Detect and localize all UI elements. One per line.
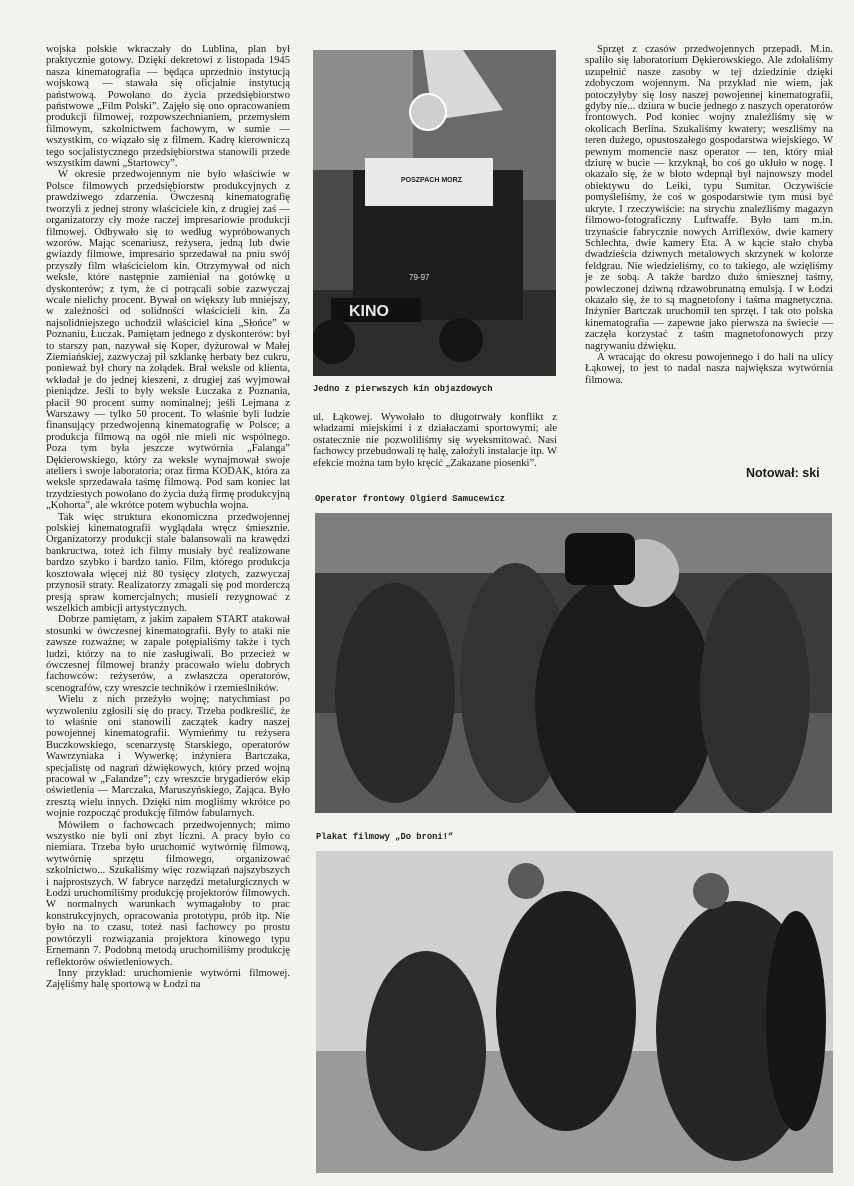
truck-plate-text: 79-97 bbox=[409, 273, 430, 282]
paragraph: wojska polskie wkraczały do Lublina, plan był praktycznie gotowy. Dzięki dekretowi z listopada 1945 nasza kinematografia — będąca uprzednio instytucją wojskową — stawała się oficjalnie instytucją państwową. Powołano do życia przedsiębiorstwo państwowe „Film Polski”. Zajęło się ono opracowaniem produkcji filmowej, rozpowszechnianiem, przemysłem filmowym, szkolnictwem fachowym, w sumie — wszystkim, co wiązało się z filmem. Kadrę kierowniczą tego socjalistycznego przedsiębiorstwa stanowili przede wszystkim dawni „Startowcy”. bbox=[46, 44, 290, 170]
left-text-column bbox=[46, 44, 290, 1164]
paragraph: Tak więc struktura ekonomiczna przedwojennej polskiej kinematografii wyglądała wręcz śmiesznie. Organizatorzy produkcji stale balansowali na krawędzi bankructwa, toteż ich filmy musiały być realizowane bardzo szybko i bardzo tanio. Film, którego produkcja kosztowała więcej niż 80 tysięcy złotych, zazwyczaj przynosił straty. Realizatorzy zmagali się pod morderczą presją spraw komercjalnych; musieli rezygnować z wszelkich ambicji artystycznych. bbox=[46, 511, 290, 614]
paragraph: Dobrze pamiętam, z jakim zapałem START atakował stosunki w ówczesnej kinematografii. Były to ataki nie zawsze rozważne; w zapale potępialiśmy także i tych ludzi, którzy na to nie zasługiwali. Bo przecież w ówczesnej filmowej branży pracowało wielu dobrych fachowców: reżyserów, a zwłaszcza operatorów, scenografów, czy wreszcie techników i rzemieślników. bbox=[46, 614, 290, 694]
photo-front-cameraman bbox=[315, 513, 832, 813]
author-signature: Notował: ski bbox=[746, 466, 820, 480]
truck-sign-text: POSZPACH MORZ bbox=[401, 177, 462, 184]
caption-truck: Jedno z pierwszych kin objazdowych bbox=[313, 384, 493, 394]
paragraph: Wielu z nich przeżyło wojnę; natychmiast po wyzwoleniu zgłosili się do pracy. Trzeba podkreślić, że to właśnie oni stanowili zaczątek kadry naszej powojennej kinematografii. Wymieńmy tu reżysera Buczkowskiego, scenarzystę Starskiego, operatorów Wawrzyniaka i Wywerkę; inżyniera Bartczaka, specjalistę od nagrań dźwiękowych, który przed wojną pracował w „Falandze”; czy wreszcie brygadierów ekip oświetlenia — Marczaka, Maruszyńskiego, Zająca. Było zresztą wielu innych. Dzięki nim mogliśmy wkrótce po wojnie rozpocząć produkcję filmów fabularnych. bbox=[46, 694, 290, 820]
truck-bumper-text: KINO bbox=[349, 303, 389, 320]
paragraph: Sprzęt z czasów przedwojennych przepadł. M.in. spaliło się laboratorium Dękierowskiego. Ale zdołaliśmy uzupełnić nasze zasoby w tej dziedzinie dzięki zdobyczom wojennym. Na przykład nie wiem, jak potoczyłyby się losy naszej powojennej kinematografii, gdyby nie... dziura w bucie jednego z naszych operatorów frontowych. Pod koniec wojny znaleźliśmy się w okolicach Berlina. Szukaliśmy kwatery; weszliśmy na teren dużego, opustoszałego gospodarstwa wiejskiego. W pewnym momencie nasz operator — ten, który miał dziurę w bucie — krzyknął, bo coś go ukłuło w nogę. I okazało się, że w błoto wdepnął był najnowszy model obiektywu do Leiki, typu Sumitar. Oczywiście pomyśleliśmy, że coś w gospodarstwie tym musi być ukryte. I rzeczywiście: na strychu znaleźliśmy magazyn filmowo-fotograficzny Luftwaffe. Było tam m.in. trzynaście fabrycznie nowych Arriflexów, dwie kamery Schlechta, dwie kamery Eta. A w kącie stało chyba dwadzieścia dziwnych metalowych skrzynek w kolorze feldgrau. Nie wiedzieliśmy, co to takiego, ale wzięliśmy je ze sobą. A także bardzo dużo śmiesznej taśmy, powleczonej dziwną rdzawobrunatną emulsją. I w Łodzi okazało się, że to są magnetofony i taśma magnetyczna. Inżynier Bartczak uruchomił ten sprzęt. I tak oto polska kinematografia — zapewne jako pierwsza na świecie — zaczęła korzystać z taśm magnetofonowych przy nagrywaniu dźwięku. bbox=[585, 44, 833, 352]
right-text-column bbox=[585, 44, 833, 386]
paragraph: A wracając do okresu powojennego i do hali na ulicy Łąkowej, to jest to nadal nasza największa wytwórnia filmowa. bbox=[585, 351, 833, 386]
caption-cavalry: Plakat filmowy „Do broni!” bbox=[316, 832, 454, 842]
caption-operator: Operator frontowy Olgierd Samucewicz bbox=[315, 494, 506, 504]
middle-text-column bbox=[313, 412, 557, 469]
paragraph: Inny przykład: uruchomienie wytwórni filmowej. Zajęliśmy halę sportową w Łodzi na bbox=[46, 967, 290, 991]
photo-cavalry-poster bbox=[316, 851, 833, 1173]
photo-mobile-cinema-truck bbox=[313, 50, 556, 376]
paragraph: ul. Łąkowej. Wywołało to długotrwały konflikt z władzami miejskimi i z działaczami sportowymi; ale ostatecznie nie pozwoliliśmy się wyeksmitować. Nasi fachowcy przebudowali tę halę, założyli instalacje itp. W efekcie można tam było kręcić „Zakazane piosenki”. bbox=[313, 412, 557, 469]
paragraph: W okresie przedwojennym nie było właściwie w Polsce filmowych przedsiębiorstw produkcyjnych z prawdziwego zdarzenia. Ówczesną kinematografię tworzyli z jednej strony właściciele kin, z drugiej zaś — organizatorzy cły może raczej impresariowie produkcji filmowej. Odbywało się to według wypróbowanych wzorów. Mając scenariusz, reżysera, jedną lub dwie gwiazdy filmowe, impresario sprzedawał na pniu swój przyszły film właścicielom kin. Otrzymywał od nich weksle, które następnie zamieniał na gotówkę u dyskonterów; z tym, że ci potrącali sobie zazwyczaj wcale nielichy procent. Bywał on większy lub mniejszy, w zależności od solidności właścicieli kin. Za najsolidniejszego uchodził właściciel kina „Słońce” w Poznaniu, Łuczak. Pamiętam jednego z dyskonterów: był to starszy pan, nazywał się Koper, dyżurował w Małej Ziemiańskiej, zazwyczaj pił szklankę herbaty bez cukru, ponieważ był chory na żołądek. Brał weksle od klienta, wkładał je do jednej kieszeni, z drugiej zaś wyjmował pieniądze. Jeśli to były weksle Łuczaka z Poznania, płacił 90 procent sumy nominalnej; jeśli Lejmana z Warszawy — tylko 50 procent. To właśnie byli ludzie finansujący przedwojenną kinematografię w Polsce; a produkcja filmową na ogół nie mieli nic wspólnego. Poza tym była jeszcze wytwórnia „Falanga” Dękierowskiego, który za weksle wynajmował swoje ateliers i swoje laboratoria; oraz firma KODAK, która za weksle sprzedawała taśmę filmową. Pod sam koniec lat trzydziestych powołano do życia dużą firmę produkcyjną „Kohorta”, ale wkrótce potem wybuchła wojna. bbox=[46, 169, 290, 512]
paragraph: Mówiłem o fachowcach przedwojennych; mimo wszystko nie byli oni zbyt liczni. A pracy było co niemiara. Trzeba było uruchomić wytwórnię filmową, wytwórnię sprzętu filmowego, organizować szkolnictwo... Szukaliśmy więc rozwiązań najszybszych i najprostszych. W fabryce narzędzi metalurgicznych w Łodzi uruchomiliśmy produkcję projektorów filmowych. W normalnych warunkach wymagałoby to prac konstrukcyjnych, opracowania prototypu, prób itp. Nie było na to czasu, toteż nasi fachowcy po prostu powtórzyli rozwiązania projektora kinowego typu Ernemann 7. Podobną metodą uruchomiliśmy produkcję reflektorów oświetleniowych. bbox=[46, 819, 290, 968]
